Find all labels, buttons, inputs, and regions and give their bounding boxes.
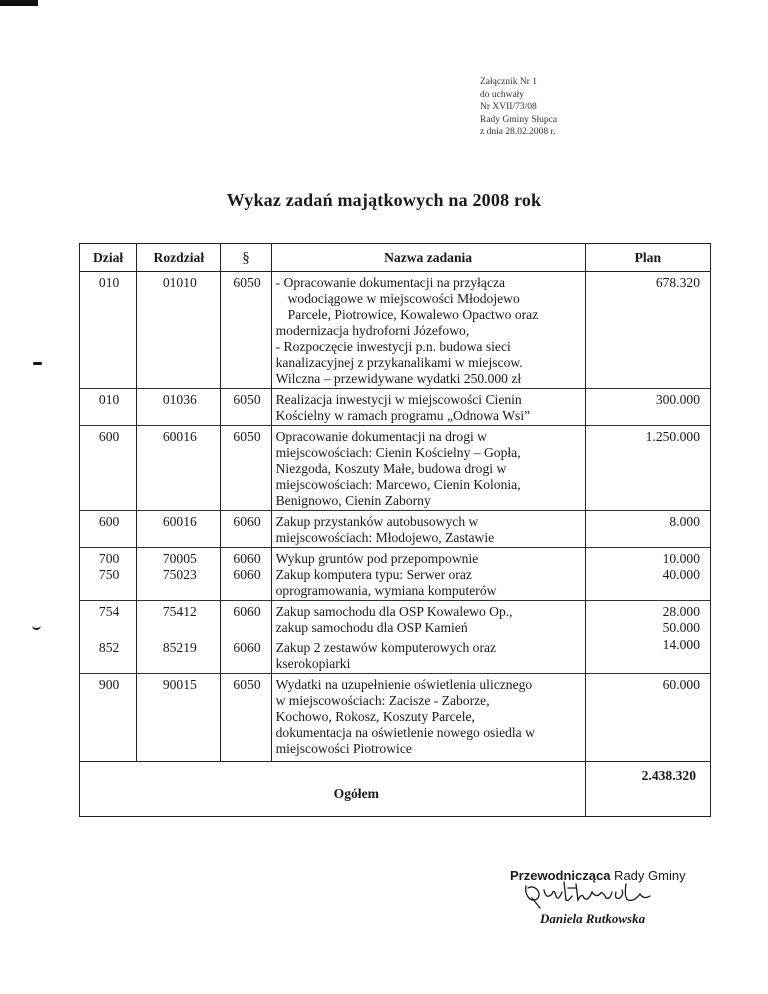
table-row bbox=[80, 674, 711, 762]
scan-mark-left-2 bbox=[32, 624, 41, 630]
cell-paragraf: 6060 6060 bbox=[221, 548, 271, 601]
cell-dzial: 700 750 bbox=[80, 548, 137, 601]
cell-paragraf: 6050 bbox=[221, 426, 271, 511]
cell-dzial: 900 bbox=[80, 674, 137, 762]
header-dzial: Dział bbox=[80, 244, 137, 272]
cell-paragraf: 6060 bbox=[221, 601, 271, 638]
cell-plan: 14.000 bbox=[585, 637, 710, 674]
cell-paragraf: 6050 bbox=[221, 674, 271, 762]
cell-nazwa: Wykup gruntów pod przepompownie Zakup komputera typu: Serwer oraz oprogramowania, wymiana komputerów bbox=[271, 548, 585, 601]
cell-plan: 60.000 bbox=[585, 674, 710, 762]
table-row bbox=[80, 637, 711, 674]
document-title: Wykaz zadań majątkowych na 2008 rok bbox=[226, 190, 542, 210]
cell-nazwa: - Opracowanie dokumentacji na przyłącza wodociągowe w miejscowości Młodojewo Parcele, Piotrowice, Kowalewo Opactwo oraz modernizacja hydroforni Józefowo, - Rozpoczęcie inwestycji p.n. budowa sieci kanalizacyjnej z przykanalikami w miejscow. Wilczna – przewidywane wydatki 250.000 zł bbox=[271, 272, 585, 389]
cell-nazwa: Zakup przystanków autobusowych w miejscowościach: Młodojewo, Zastawie bbox=[271, 511, 585, 548]
total-value-text: 2.438.320 bbox=[641, 768, 696, 783]
header-nazwa: Nazwa zadania bbox=[271, 244, 585, 272]
total-value bbox=[585, 762, 710, 817]
scan-mark-top bbox=[0, 0, 38, 6]
attachment-line: do uchwały bbox=[480, 89, 525, 100]
signatory-name: Daniela Rutkowska bbox=[540, 911, 646, 926]
header-rozdzial: Rozdział bbox=[137, 244, 221, 272]
cell-dzial: 010 bbox=[80, 389, 137, 426]
table-row bbox=[80, 426, 711, 511]
cell-plan: 28.000 50.000 bbox=[585, 601, 710, 638]
total-label bbox=[80, 762, 586, 817]
cell-plan: 678.320 bbox=[585, 272, 710, 389]
cell-nazwa: Realizacja inwestycji w miejscowości Cienin Kościelny w ramach programu „Odnowa Wsi” bbox=[271, 389, 585, 426]
signatory-role-bold: Przewodnicząca bbox=[510, 868, 611, 883]
table-row bbox=[80, 272, 711, 389]
scan-mark-left-1 bbox=[33, 362, 42, 365]
cell-rozdzial: 60016 bbox=[137, 426, 221, 511]
attachment-line: Rady Gminy Słupca bbox=[480, 114, 558, 125]
cell-rozdzial: 70005 75023 bbox=[137, 548, 221, 601]
cell-paragraf: 6050 bbox=[221, 272, 271, 389]
cell-dzial: 600 bbox=[80, 511, 137, 548]
total-row bbox=[80, 762, 711, 817]
cell-plan: 300.000 bbox=[585, 389, 710, 426]
cell-rozdzial: 01036 bbox=[137, 389, 221, 426]
cell-dzial: 852 bbox=[80, 637, 137, 674]
attachment-line: Załącznik Nr 1 bbox=[480, 77, 537, 87]
table-header-row bbox=[80, 244, 711, 272]
table-row bbox=[80, 548, 711, 601]
cell-rozdzial: 01010 bbox=[137, 272, 221, 389]
table-row bbox=[80, 511, 711, 548]
cell-nazwa: Zakup 2 zestawów komputerowych oraz kserokopiarki bbox=[271, 637, 585, 674]
cell-paragraf: 6050 bbox=[221, 389, 271, 426]
header-plan: Plan bbox=[585, 244, 710, 272]
cell-nazwa: Zakup samochodu dla OSP Kowalewo Op., zakup samochodu dla OSP Kamień bbox=[271, 601, 585, 638]
cell-dzial: 754 bbox=[80, 601, 137, 638]
attachment-line: z dnia 28.02.2008 r. bbox=[480, 127, 556, 137]
attachment-note bbox=[480, 76, 557, 139]
cell-dzial: 010 bbox=[80, 272, 137, 389]
cell-rozdzial: 75412 bbox=[137, 601, 221, 638]
cell-plan: 8.000 bbox=[585, 511, 710, 548]
header-paragraf: § bbox=[221, 244, 271, 272]
tasks-table bbox=[79, 243, 711, 817]
attachment-line: Nr XVII/73/08 bbox=[480, 102, 537, 112]
cell-paragraf: 6060 bbox=[221, 511, 271, 548]
cell-paragraf: 6060 bbox=[221, 637, 271, 674]
cell-rozdzial: 60016 bbox=[137, 511, 221, 548]
cell-dzial: 600 bbox=[80, 426, 137, 511]
table-row bbox=[80, 389, 711, 426]
handwritten-signature bbox=[522, 878, 652, 912]
table-row bbox=[80, 601, 711, 638]
cell-plan: 10.000 40.000 bbox=[585, 548, 710, 601]
signatory-role-rest: Rady Gminy bbox=[610, 868, 686, 883]
cell-plan: 1.250.000 bbox=[585, 426, 710, 511]
cell-nazwa: Opracowanie dokumentacji na drogi w miejscowościach: Cienin Kościelny – Gopła, Niezgoda, Koszuty Małe, budowa drogi w miejscowościach: Marcewo, Cienin Kolonia, Benignowo, Cienin Zaborny bbox=[271, 426, 585, 511]
cell-rozdzial: 85219 bbox=[137, 637, 221, 674]
total-label-text: Ogółem bbox=[333, 786, 379, 801]
cell-rozdzial: 90015 bbox=[137, 674, 221, 762]
cell-nazwa: Wydatki na uzupełnienie oświetlenia ulicznego w miejscowościach: Zacisze - Zaborze, Kochowo, Rokosz, Koszuty Parcele, dokumentacja na oświetlenie nowego osiedla w miejscowości Piotrowice bbox=[271, 674, 585, 762]
